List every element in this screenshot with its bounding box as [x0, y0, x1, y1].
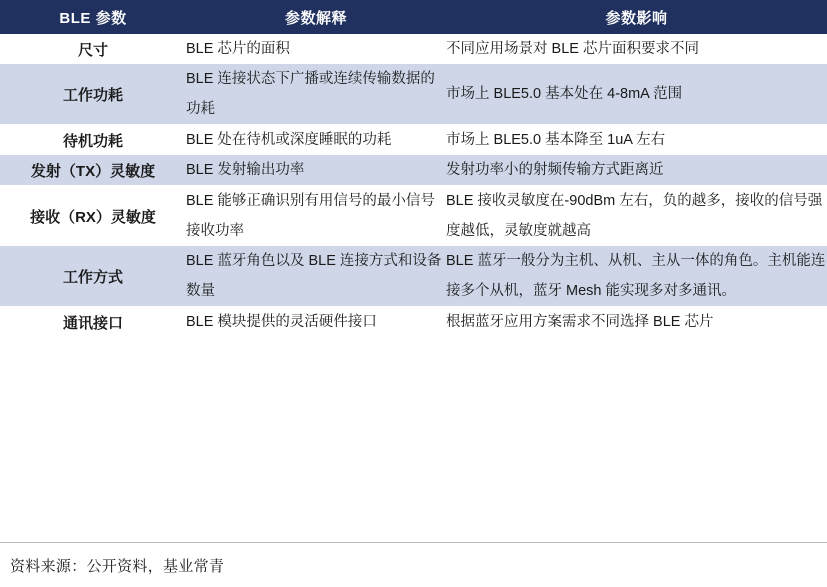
cell-impact: 根据蓝牙应用方案需求不同选择 BLE 芯片 — [446, 307, 827, 338]
source-text: 资料来源：公开资料，基业常青 — [10, 557, 225, 575]
cell-explanation: BLE 处在待机或深度睡眠的功耗 — [186, 125, 446, 156]
cell-parameter: 工作功耗 — [0, 64, 186, 125]
source-footer — [0, 542, 827, 587]
cell-impact: BLE 接收灵敏度在-90dBm 左右，负的越多，接收的信号强度越低，灵敏度就越高 — [446, 186, 827, 247]
cell-explanation: BLE 能够正确识别有用信号的最小信号接收功率 — [186, 186, 446, 247]
cell-impact: 发射功率小的射频传输方式距离近 — [446, 155, 827, 186]
cell-parameter: 待机功耗 — [0, 125, 186, 156]
table-body — [0, 34, 827, 337]
table-row — [0, 246, 827, 307]
table-row — [0, 125, 827, 156]
cell-parameter: 尺寸 — [0, 34, 186, 64]
cell-parameter: 发射（TX）灵敏度 — [0, 155, 186, 186]
cell-impact: 市场上 BLE5.0 基本处在 4-8mA 范围 — [446, 64, 827, 125]
table-row — [0, 155, 827, 186]
table-row — [0, 34, 827, 64]
table-row — [0, 64, 827, 125]
cell-explanation: BLE 蓝牙角色以及 BLE 连接方式和设备数量 — [186, 246, 446, 307]
cell-explanation: BLE 模块提供的灵活硬件接口 — [186, 307, 446, 338]
table-header-row — [0, 0, 827, 34]
table-header — [0, 0, 827, 34]
column-header-parameter-impact: 参数影响 — [446, 0, 827, 34]
cell-parameter: 接收（RX）灵敏度 — [0, 186, 186, 247]
column-header-parameter-explanation: 参数解释 — [186, 0, 446, 34]
cell-parameter: 通讯接口 — [0, 307, 186, 338]
cell-explanation: BLE 连接状态下广播或连续传输数据的功耗 — [186, 64, 446, 125]
cell-impact: 不同应用场景对 BLE 芯片面积要求不同 — [446, 34, 827, 64]
cell-explanation: BLE 芯片的面积 — [186, 34, 446, 64]
cell-impact: 市场上 BLE5.0 基本降至 1uA 左右 — [446, 125, 827, 156]
column-header-ble-parameter: BLE 参数 — [0, 0, 186, 34]
cell-parameter: 工作方式 — [0, 246, 186, 307]
table-row — [0, 307, 827, 338]
cell-impact: BLE 蓝牙一般分为主机、从机、主从一体的角色。主机能连接多个从机，蓝牙 Mesh 能实现多对多通讯。 — [446, 246, 827, 307]
cell-explanation: BLE 发射输出功率 — [186, 155, 446, 186]
table-row — [0, 186, 827, 247]
